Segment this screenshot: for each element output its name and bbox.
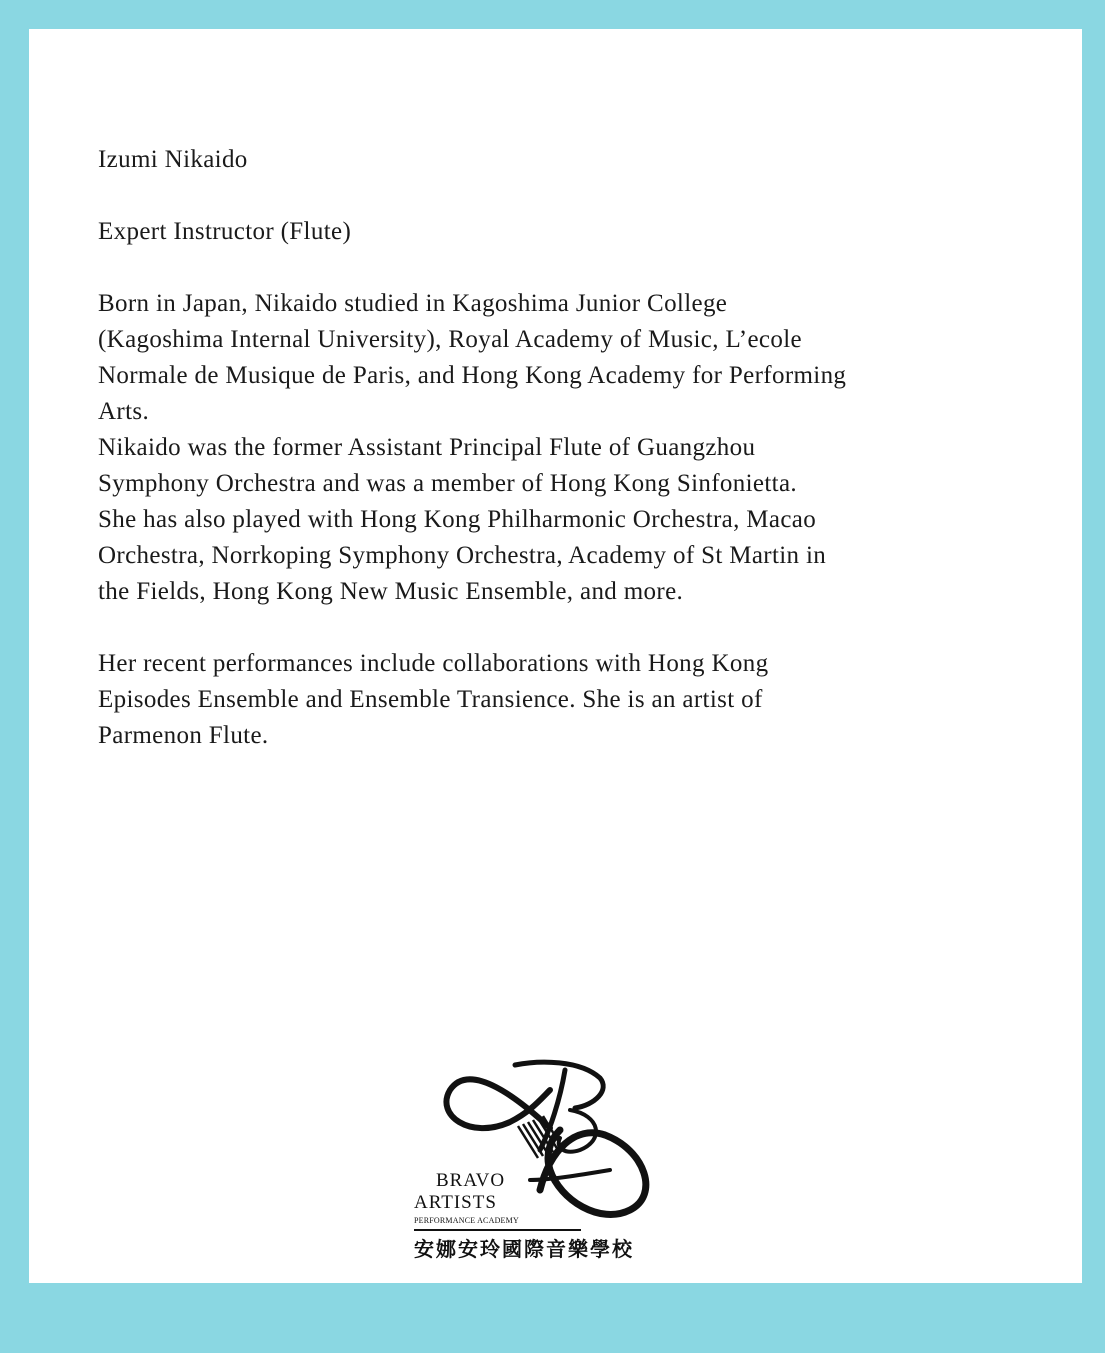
- logo-text-bravo: BRAVO: [436, 1170, 506, 1191]
- bio-line: Episodes Ensemble and Ensemble Transience. She is an artist of: [98, 686, 763, 713]
- spacer: [98, 610, 1048, 646]
- bio-line: the Fields, Hong Kong New Music Ensemble, and more.: [98, 578, 684, 605]
- spacer: [98, 178, 1048, 214]
- bio-line: Orchestra, Norrkoping Symphony Orchestra, Academy of St Martin in: [98, 542, 827, 569]
- instructor-title: Expert Instructor (Flute): [98, 218, 352, 245]
- bio-line: Arts.: [98, 398, 150, 425]
- bio-paragraph-1: [98, 286, 1048, 610]
- academy-logo: [410, 1030, 660, 1270]
- instructor-name: Izumi Nikaido: [98, 146, 248, 173]
- logo-chinese-name: 安娜安玲國際音樂學校: [414, 1237, 634, 1261]
- logo-divider: [414, 1229, 581, 1231]
- bio-line: Nikaido was the former Assistant Principal Flute of Guangzhou: [98, 434, 756, 461]
- bio-line: She has also played with Hong Kong Philharmonic Orchestra, Macao: [98, 506, 817, 533]
- spacer: [98, 250, 1048, 286]
- bio-line: Symphony Orchestra and was a member of Hong Kong Sinfonietta.: [98, 470, 797, 497]
- bio-line: Born in Japan, Nikaido studied in Kagoshima Junior College: [98, 290, 728, 317]
- bio-paragraph-2: [98, 646, 1048, 754]
- bio-line: Parmenon Flute.: [98, 722, 269, 749]
- logo-text-performance-academy: PERFORMANCE ACADEMY: [414, 1216, 519, 1225]
- profile-content: [98, 142, 1048, 754]
- bio-line: Her recent performances include collaborations with Hong Kong: [98, 650, 769, 677]
- bio-line: (Kagoshima Internal University), Royal Academy of Music, L’ecole: [98, 326, 802, 353]
- bio-line: Normale de Musique de Paris, and Hong Kong Academy for Performing: [98, 362, 847, 389]
- logo-text-artists: ARTISTS: [414, 1192, 497, 1213]
